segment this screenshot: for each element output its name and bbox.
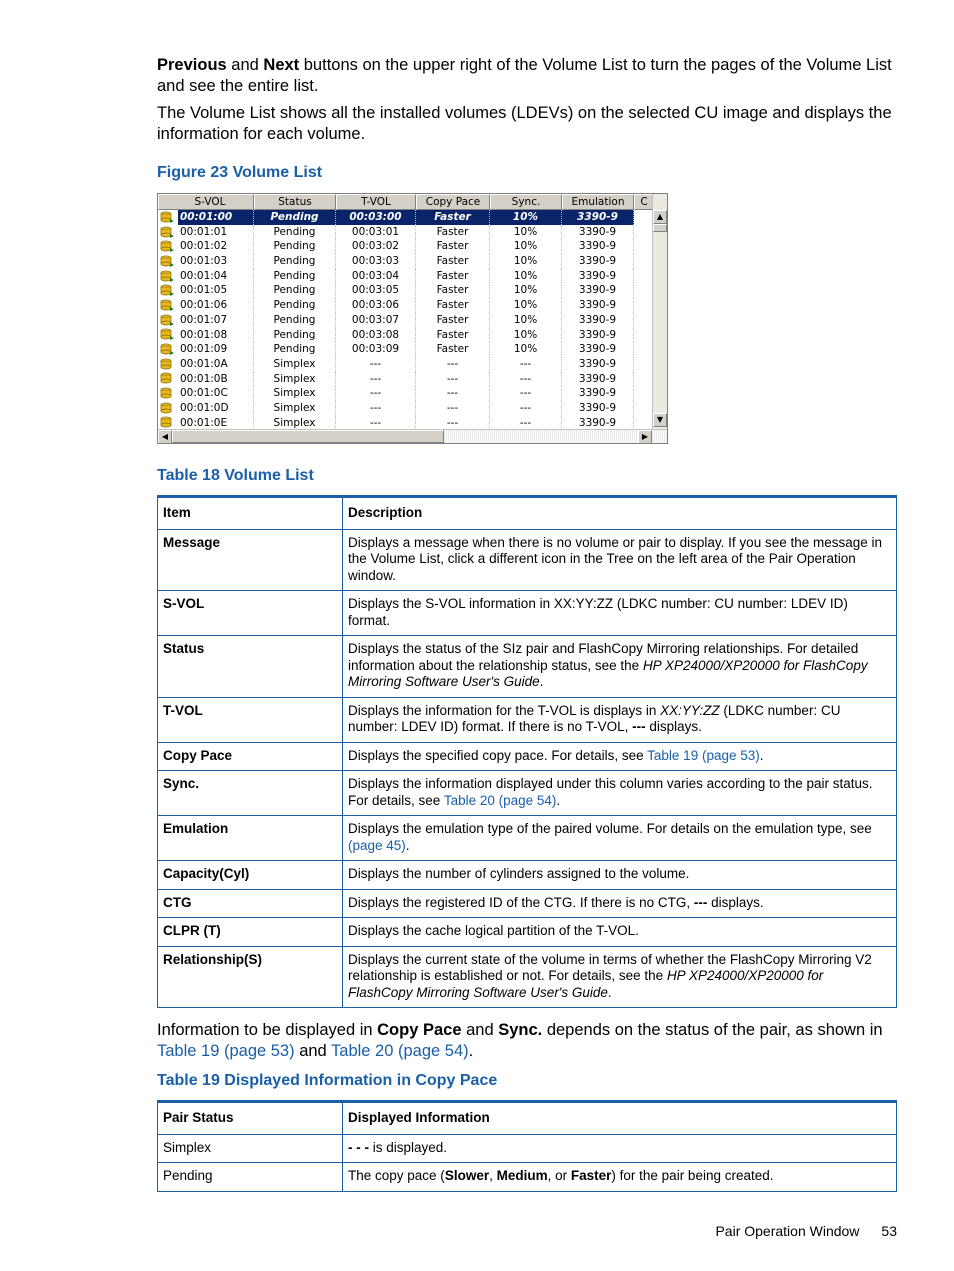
horizontal-scrollbar[interactable] [158,429,668,443]
description-cell [343,771,897,816]
volume-cell: Pending [254,298,336,313]
text-run: --- [693,894,708,910]
item-cell: Copy Pace [158,742,343,771]
text-run: and [461,1021,499,1039]
volume-cell: 00:03:07 [336,313,416,328]
table-header-row [158,497,897,530]
volume-cell: 10% [490,225,562,240]
volume-cell: 3390-9 [562,401,634,416]
item-cell: Message [158,529,343,591]
table-row [158,889,897,918]
column-header[interactable]: C [634,194,654,210]
table-row [158,697,897,742]
text-run: Displays the emulation type of the paired volume. For details on the emulation type, see [348,821,872,836]
volume-cell: 00:01:00 [178,210,254,225]
volume-cell: 00:03:04 [336,269,416,284]
item-cell: Status [158,636,343,698]
table-row [158,1134,897,1163]
text-run: (LDKC number: CU number: LDEV ID) format. If there is no T-VOL, [348,702,841,734]
cross-reference-link[interactable]: Table 19 (page 53) [647,747,760,763]
text-run: displays. [645,719,702,734]
volume-cell: Faster [416,254,490,269]
volume-cell: 3390-9 [562,357,634,372]
page-footer [715,1223,897,1239]
volume-list-header [158,194,654,210]
volume-cell: 3390-9 [562,416,634,430]
volume-cell: Simplex [254,357,336,372]
text-run: . [759,747,764,763]
volume-cell: Faster [416,328,490,343]
volume-icon [158,342,178,357]
header-item: Item [158,497,343,530]
scroll-right-icon[interactable]: ▶ [638,430,652,444]
table-row [158,946,897,1008]
table18-caption: Table 18 Volume List [157,467,314,484]
volume-cell: 3390-9 [562,283,634,298]
volume-row[interactable] [158,269,654,284]
volume-cell: --- [416,357,490,372]
volume-cell: 00:03:05 [336,283,416,298]
text-run: Displays the cache logical partition of the T-VOL. [348,923,639,938]
text-run: XX:YY:ZZ [660,702,720,718]
volume-icon [158,328,178,343]
volume-cell: 3390-9 [562,386,634,401]
displayed-information-cell [343,1163,897,1192]
volume-cell: 00:01:01 [178,225,254,240]
table-row [158,529,897,591]
item-cell: T-VOL [158,697,343,742]
table-row [158,816,897,861]
text-run: Displays the number of cylinders assigned to the volume. [348,866,690,881]
vertical-scrollbar[interactable] [652,194,667,430]
volume-cell: 10% [490,298,562,313]
volume-row[interactable] [158,386,654,401]
volume-cell: Pending [254,210,336,225]
text-run: Displays the information for the T-VOL is displays in [348,702,661,718]
volume-cell: 00:01:08 [178,328,254,343]
volume-icon [158,386,178,401]
text-run: . [405,837,410,853]
volume-cell: Simplex [254,386,336,401]
text-run: and [294,1042,332,1060]
cross-reference-link[interactable]: Table 19 (page 53) [157,1042,295,1060]
pair-status-cell: Simplex [158,1134,343,1163]
text-run: - - - [348,1139,369,1155]
volume-cell: 10% [490,313,562,328]
volume-icon [158,225,178,240]
volume-icon [158,357,178,372]
table-row [158,636,897,698]
volume-cell: Pending [254,313,336,328]
volume-cell: 3390-9 [562,342,634,357]
volume-cell: 00:01:0D [178,401,254,416]
volume-cell: --- [336,386,416,401]
footer-section-title: Pair Operation Window [715,1223,860,1239]
description-cell [343,697,897,742]
volume-cell: --- [490,416,562,430]
volume-cell: 00:01:03 [178,254,254,269]
next-term: Next [263,56,300,74]
volume-cell: 00:01:0C [178,386,254,401]
volume-cell: 00:03:00 [336,210,416,225]
scroll-left-icon[interactable]: ◀ [158,430,172,444]
volume-cell: 00:01:0A [178,357,254,372]
description-cell [343,889,897,918]
column-header[interactable]: Emulation [562,194,634,210]
volume-icon [158,254,178,269]
item-cell: Sync. [158,771,343,816]
volume-cell: Pending [254,254,336,269]
volume-cell: --- [490,372,562,387]
text-run: . [556,792,561,808]
volume-cell: 00:01:09 [178,342,254,357]
volume-row[interactable] [158,372,654,387]
item-cell: Relationship(S) [158,946,343,1008]
volume-cell: 10% [490,328,562,343]
table-row [158,861,897,890]
header-description: Description [343,497,897,530]
text-run: . [539,674,544,689]
scroll-up-icon[interactable]: ▲ [653,210,667,224]
volume-cell: 10% [490,342,562,357]
volume-cell: 3390-9 [562,225,634,240]
volume-cell: --- [490,386,562,401]
volume-cell: Faster [416,269,490,284]
volume-icon [158,239,178,254]
intro-paragraph-2: The Volume List shows all the installed volumes (LDEVs) on the selected CU image and displays the information for each volume. [157,104,892,143]
volume-cell: 10% [490,254,562,269]
text-run: Sync. [498,1021,543,1039]
volume-list-window [157,193,668,444]
volume-cell: 00:03:03 [336,254,416,269]
text-run: buttons on the upper right of the Volume List to turn the pages of the Volume List and see the entire list. [157,56,892,95]
item-cell: CLPR (T) [158,918,343,947]
description-cell [343,529,897,591]
volume-cell: Pending [254,328,336,343]
description-cell [343,591,897,636]
page-number: 53 [881,1223,897,1239]
item-cell: CTG [158,889,343,918]
figure-caption: Figure 23 Volume List [157,164,323,181]
volume-cell: Pending [254,225,336,240]
text-run: Medium [496,1168,548,1183]
text-run: Displays the S-VOL information in XX:YY:ZZ (LDKC number: CU number: LDEV ID) format. [348,596,848,628]
volume-cell: Simplex [254,372,336,387]
header-pair-status: Pair Status [158,1102,343,1135]
text-run: Displays the information displayed under this column varies according to the pair status. For details, see [348,776,873,808]
volume-cell: 10% [490,210,562,225]
volume-row[interactable] [158,210,654,225]
header-displayed-information: Displayed Information [343,1102,897,1135]
volume-icon [158,401,178,416]
volume-row[interactable] [158,357,654,372]
volume-cell: --- [416,416,490,430]
volume-cell: 00:01:0E [178,416,254,430]
description-cell [343,742,897,771]
volume-icon [158,313,178,328]
text-run: ) for the pair being created. [611,1168,774,1183]
volume-cell: --- [490,357,562,372]
text-run: . [468,1042,474,1060]
volume-cell: 3390-9 [562,298,634,313]
volume-row[interactable] [158,313,654,328]
item-cell: S-VOL [158,591,343,636]
table-row [158,771,897,816]
text-run: Information to be displayed in [157,1021,378,1039]
column-header[interactable]: Status [254,194,336,210]
text-run: Displays a message when there is no volume or pair to display. If you see the message in the Volume List, click a different icon in the Tree on the left area of the Pair Operation window. [348,534,883,583]
volume-cell: Simplex [254,401,336,416]
volume-cell: Faster [416,283,490,298]
volume-cell: 3390-9 [562,210,634,225]
description-cell [343,636,897,698]
volume-cell: 00:01:04 [178,269,254,284]
copy-pace-sync-paragraph [157,1020,902,1062]
text-run: Copy Pace [377,1021,462,1039]
volume-icon [158,210,178,225]
table-row [158,742,897,771]
text-run: Displays the current state of the volume in terms of whether the FlashCopy Mirroring V2 relationship is established or not. For details, see the [348,951,872,983]
text-run: HP XP24000/XP20000 for FlashCopy Mirroring Software User's Guide [348,968,824,1000]
text-run: . [607,984,612,1000]
volume-cell: 3390-9 [562,239,634,254]
text-run: is displayed. [369,1139,448,1155]
description-cell [343,861,897,890]
volume-cell: --- [336,357,416,372]
volume-cell: 00:03:08 [336,328,416,343]
text-run: HP XP24000/XP20000 for FlashCopy Mirroring Software User's Guide [348,657,868,689]
volume-cell: 3390-9 [562,328,634,343]
table19-caption: Table 19 Displayed Information in Copy Pace [157,1072,498,1089]
volume-icon [158,269,178,284]
volume-row[interactable] [158,298,654,313]
intro-paragraph-1 [157,55,902,97]
volume-row[interactable] [158,283,654,298]
volume-cell: Pending [254,283,336,298]
volume-cell: Pending [254,342,336,357]
pair-status-cell: Pending [158,1163,343,1192]
volume-cell: 00:01:07 [178,313,254,328]
volume-cell: 3390-9 [562,372,634,387]
item-cell: Capacity(Cyl) [158,861,343,890]
volume-row[interactable] [158,416,654,430]
volume-cell: 10% [490,239,562,254]
volume-icon [158,283,178,298]
horizontal-scroll-thumb[interactable] [172,430,444,443]
volume-cell: Faster [416,225,490,240]
text-run: --- [632,719,646,734]
volume-cell: Pending [254,269,336,284]
volume-cell: 3390-9 [562,313,634,328]
volume-cell: --- [336,416,416,430]
cross-reference-link[interactable]: Table 20 (page 54) [331,1042,469,1060]
text-run: and [226,56,264,74]
text-run: depends on the status of the pair, as shown in [542,1021,883,1039]
volume-cell: Simplex [254,416,336,430]
copy-pace-table [157,1100,897,1192]
column-header[interactable]: S-VOL [158,194,254,210]
volume-cell: Pending [254,239,336,254]
volume-cell: 00:03:02 [336,239,416,254]
volume-cell: Faster [416,210,490,225]
text-run: The copy pace ( [348,1168,445,1183]
vertical-scroll-thumb[interactable] [653,224,667,232]
volume-cell: Faster [416,239,490,254]
volume-cell: --- [416,401,490,416]
displayed-information-cell [343,1134,897,1163]
table-header-row [158,1102,897,1135]
item-cell: Emulation [158,816,343,861]
text-run: Displays the registered ID of the CTG. If there is no CTG, [348,894,694,910]
text-run: , or [547,1168,571,1183]
volume-row[interactable] [158,342,654,357]
table-row [158,1163,897,1192]
description-cell [343,918,897,947]
volume-list-table [157,495,897,1008]
column-header[interactable]: Copy Pace [416,194,490,210]
volume-cell: 3390-9 [562,269,634,284]
volume-cell: --- [336,401,416,416]
volume-icon [158,298,178,313]
volume-row[interactable] [158,401,654,416]
volume-icon [158,416,178,430]
text-run: Displays the status of the SIz pair and FlashCopy Mirroring relationships. For detailed information about the relationship status, see the [348,641,859,673]
volume-row[interactable] [158,328,654,343]
description-cell [343,946,897,1008]
table-row [158,591,897,636]
volume-cell: Faster [416,313,490,328]
volume-cell: 00:01:05 [178,283,254,298]
volume-cell: --- [416,386,490,401]
volume-cell: 00:01:02 [178,239,254,254]
description-cell [343,816,897,861]
cross-reference-link[interactable]: (page 45) [348,837,406,853]
volume-list-body [158,210,654,430]
volume-cell: 00:01:06 [178,298,254,313]
volume-cell: 00:03:09 [336,342,416,357]
previous-term: Previous [157,56,227,74]
volume-cell: 00:03:01 [336,225,416,240]
volume-cell: 10% [490,269,562,284]
column-header[interactable]: Sync. [490,194,562,210]
table-row [158,918,897,947]
volume-row[interactable] [158,254,654,269]
text-run: , [489,1168,497,1183]
cross-reference-link[interactable]: Table 20 (page 54) [443,792,557,808]
volume-row[interactable] [158,225,654,240]
volume-cell: 00:03:06 [336,298,416,313]
text-run: Faster [570,1168,612,1183]
volume-cell: --- [490,401,562,416]
volume-cell: Faster [416,298,490,313]
volume-cell: 00:01:0B [178,372,254,387]
volume-cell: 3390-9 [562,254,634,269]
volume-icon [158,372,178,387]
text-run: Slower [444,1168,490,1183]
text-run: Displays the specified copy pace. For details, see [348,747,648,763]
column-header[interactable]: T-VOL [336,194,416,210]
volume-cell: --- [416,372,490,387]
scroll-down-icon[interactable]: ▼ [653,413,667,427]
volume-row[interactable] [158,239,654,254]
volume-cell: Faster [416,342,490,357]
volume-cell: --- [336,372,416,387]
text-run: displays. [707,894,764,910]
volume-cell: 10% [490,283,562,298]
